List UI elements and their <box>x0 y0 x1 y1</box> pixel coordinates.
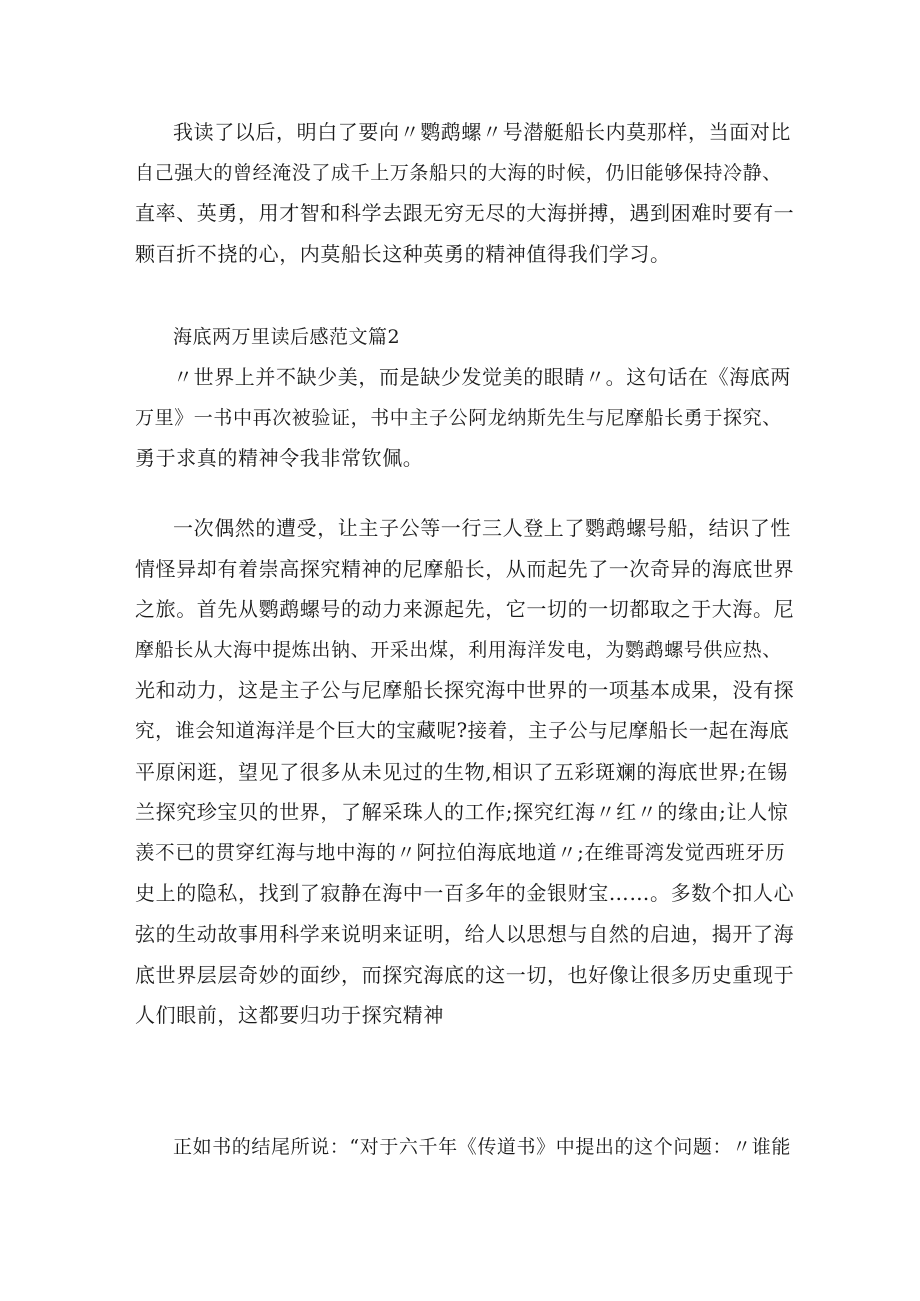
paragraph-line: 〃世界上并不缺少美，而是缺少发觉美的眼睛〃。这句话在《海底两 <box>173 365 791 389</box>
paragraph-line: 兰探究珍宝贝的世界，了解采珠人的工作;探究红海〃红〃的缘由;让人惊 <box>135 800 789 825</box>
paragraph-line: 羡不已的贯穿红海与地中海的〃阿拉伯海底地道〃;在维哥湾发觉西班牙历 <box>135 840 786 864</box>
paragraph-line: 正如书的结尾所说：“对于六千年《传道书》中提出的这个问题：〃谁能 <box>173 1136 791 1158</box>
paragraph-line: 光和动力，这是主子公与尼摩船长探究海中世界的一项基本成果，没有探 <box>135 678 795 703</box>
paragraph-line: 究，谁会知道海洋是个巨大的宝藏呢?接着，主子公与尼摩船长一起在海底 <box>135 718 790 742</box>
paragraph-line: 一次偶然的遭受，让主子公等一行三人登上了鹦鹉螺号船，结识了性 <box>173 516 791 540</box>
paragraph-line: 人们眼前，这都要归功于探究精神 <box>135 1003 444 1028</box>
paragraph-line: 摩船长从大海中提炼出钠、开采出煤，利用海洋发电，为鹦鹉螺号供应热、 <box>135 638 782 661</box>
paragraph-line: 史上的隐私，找到了寂静在海中一百多年的金银财宝……。多数个扣人心 <box>135 881 795 906</box>
paragraph-4 <box>135 1127 795 1168</box>
paragraph-line: 自己强大的曾经淹没了成千上万条船只的大海的时候，仍旧能够保持冷静、 <box>135 161 782 184</box>
paragraph-1 <box>135 112 795 274</box>
paragraph-line: 弦的生动故事用科学来说明来证明，给人以思想与自然的启迪，揭开了海 <box>135 921 795 946</box>
paragraph-line: 之旅。首先从鹦鹉螺号的动力来源起先，它一切的一切都取之于大海。尼 <box>135 597 795 622</box>
paragraph-line: 万里》一书中再次被验证，书中主子公阿龙纳斯先生与尼摩船长勇于探究、 <box>135 406 782 429</box>
section-heading: 海底两万里读后感范文篇2 <box>173 326 401 348</box>
paragraph-line: 直率、英勇，用才智和科学去跟无穷无尽的大海拼搏，遇到困难时要有一 <box>135 201 795 226</box>
paragraph-line: 情怪异却有着崇高探究精神的尼摩船长，从而起先了一次奇异的海底世界 <box>135 556 795 581</box>
paragraph-line: 勇于求真的精神令我非常钦佩。 <box>135 446 424 471</box>
paragraph-line: 平原闲逛，望见了很多从未见过的生物,相识了五彩斑斓的海底世界;在锡 <box>135 759 788 784</box>
paragraph-line: 底世界层层奇妙的面纱，而探究海底的这一切，也好像让很多历史重现于 <box>135 962 795 987</box>
paragraph-line: 我读了以后，明白了要向〃鹦鹉螺〃号潜艇船长内莫那样，当面对比 <box>173 120 791 144</box>
paragraph-3 <box>135 508 795 1036</box>
paragraph-2 <box>135 357 795 479</box>
paragraph-line: 颗百折不挠的心，内莫船长这种英勇的精神值得我们学习。 <box>135 241 671 266</box>
